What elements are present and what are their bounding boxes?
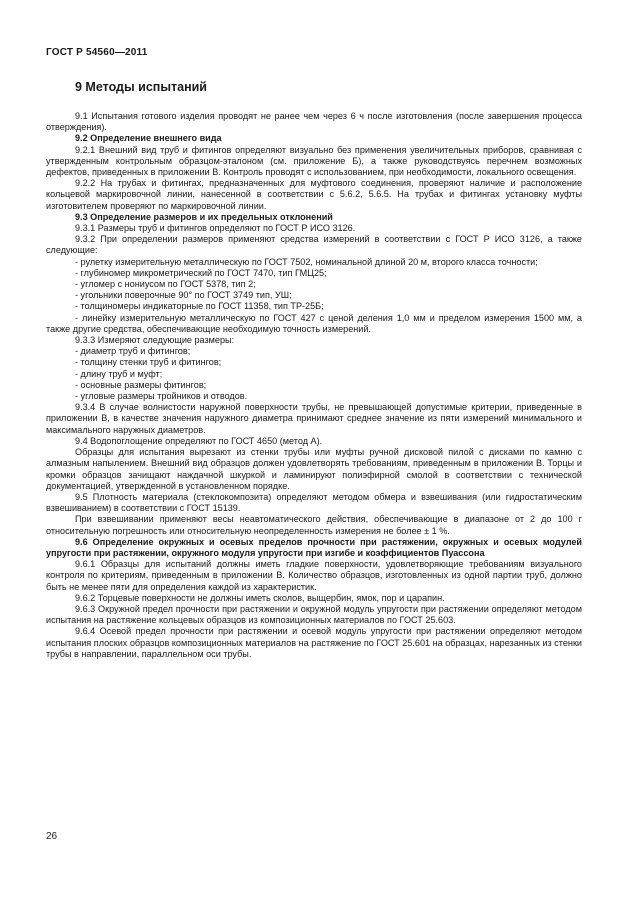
paragraph: 9.6.3 Окружной предел прочности при растяжении и окружной модуль упругости при растяжении определяют методом испытания на растяжение кольцевых образцов из композиционных материалов по ГОСТ 25.603.: [46, 603, 582, 626]
paragraph: 9.4 Водопоглощение определяют по ГОСТ 4650 (метод А).: [75, 435, 323, 446]
paragraph: 9.6.1 Образцы для испытаний должны иметь гладкие поверхности, удовлетворяющие требованиям визуального контроля по критериям, приведенным в приложении В. Количество образцов, изготовленных из одной партии труб, должно быть не менее пяти для определения каждой из характеристик.: [46, 559, 582, 592]
list-item: - угломер с нониусом по ГОСТ 5378, тип 2;: [75, 279, 256, 290]
list-item: - угольники поверочные 90° по ГОСТ 3749 тип, УШ;: [75, 290, 292, 301]
paragraph: 9.3.4 В случае волнистости наружной поверхности трубы, не превышающей допустимые критерии, приведенные в приложении В, в качестве значения наружного диаметра принимают среднее значение из пяти измерений минимального и максимального наружных диаметров.: [46, 402, 582, 435]
subsection-heading: 9.2 Определение внешнего вида: [75, 133, 222, 144]
paragraph: 9.3.1 Размеры труб и фитингов определяют по ГОСТ Р ИСО 3126.: [75, 223, 356, 234]
list-item: - диаметр труб и фитингов;: [75, 346, 191, 357]
list-item: - длину труб и муфт;: [75, 368, 163, 379]
list-item: - основные размеры фитингов;: [75, 379, 207, 390]
paragraph: 9.6.4 Осевой предел прочности при растяжении и осевой модуль упругости при растяжении определяют методом испытания плоских образцов композиционных материалов на растяжение по ГОСТ 25.601 на образцах, нарезанных из стенки трубы в направлении, параллельном оси трубы.: [46, 626, 582, 659]
list-item: - рулетку измерительную металлическую по ГОСТ 7502, номинальной длиной 20 м, второго класса точности;: [75, 256, 538, 267]
subsection-heading: 9.3 Определение размеров и их предельных отклонений: [75, 211, 333, 222]
paragraph: 9.3.3 Измеряют следующие размеры:: [75, 335, 235, 346]
paragraph: При взвешивании применяют весы неавтоматического действия, обеспечивающие в диапазоне от 2 до 100 г относительную погрешность или относительную неопределенность измерения не более ± 1 %.: [46, 514, 582, 536]
list-item: - толщиномеры индикаторные по ГОСТ 11358, тип ТР-25Б;: [75, 301, 324, 312]
subsection-heading: 9.6 Определение окружных и осевых пределов прочности при растяжении, окружных и осевых модулей упругости при растяжении, окружного модуля упругости при изгибе и коэффициентов Пуассона: [46, 536, 582, 558]
list-item: - угловые размеры тройников и отводов.: [75, 391, 248, 402]
standard-header: ГОСТ Р 54560—2011: [46, 47, 148, 58]
paragraph: 9.5 Плотность материала (стеклокомпозита) определяют методом обмера и взвешивания (или гидростатическим взвешиванием) в соответствии с ГОСТ 15139.: [46, 491, 582, 514]
list-item: - толщину стенки труб и фитингов;: [75, 357, 222, 368]
list-item: - глубиномер микрометрический по ГОСТ 7470, тип ГМЦ25;: [75, 267, 327, 278]
paragraph: 9.1 Испытания готового изделия проводят не ранее чем через 6 ч после изготовления (после завершения процесса отверждения).: [46, 111, 582, 133]
paragraph: Образцы для испытания вырезают из стенки трубы или муфты ручной дисковой пилой с дисками по камню с алмазным напылением. Внешний вид образцов должен удовлетворять требованиям, приведенным в приложении В. Торцы и кромки образцов зачищают наждачной шкуркой и ламинируют полиэфирной смолой в соответствии с технической документацией, утвержденной в установленном порядке.: [46, 447, 582, 491]
list-item: - линейку измерительную металлическую по ГОСТ 427 с ценой деления 1,0 мм и пределом измерения 1500 мм, а также другие средства, обеспечивающие необходимую точность измерений.: [46, 312, 582, 334]
paragraph: 9.3.2 При определении размеров применяют средства измерений в соответствии с ГОСТ Р ИСО 3126, а также следующие:: [46, 234, 582, 256]
paragraph: 9.2.2 На трубах и фитингах, предназначенных для муфтового соединения, проверяют наличие и расположение кольцевой маркировочной линии, нанесенной в соответствии с 5.6.2, 5.6.5. На трубах и фитингах установку муфты изготовителем проверяют по маркировочной линии.: [46, 178, 582, 211]
paragraph: 9.6.2 Торцевые поверхности не должны иметь сколов, выщербин, ямок, пор и царапин.: [75, 592, 445, 603]
document-body: [46, 108, 582, 660]
paragraph: 9.2.1 Внешний вид труб и фитингов определяют визуально без применения увеличительных приборов, сравнивая с утвержденным контрольным образцом-эталоном (см. приложение Б), а также руководствуясь перечнем возможных дефектов, приведенных в приложении В. Контроль проводят с использованием, при необходимости, локального освещения.: [46, 144, 582, 178]
section-title: 9 Методы испытаний: [75, 80, 207, 94]
page-number: 26: [46, 831, 58, 842]
